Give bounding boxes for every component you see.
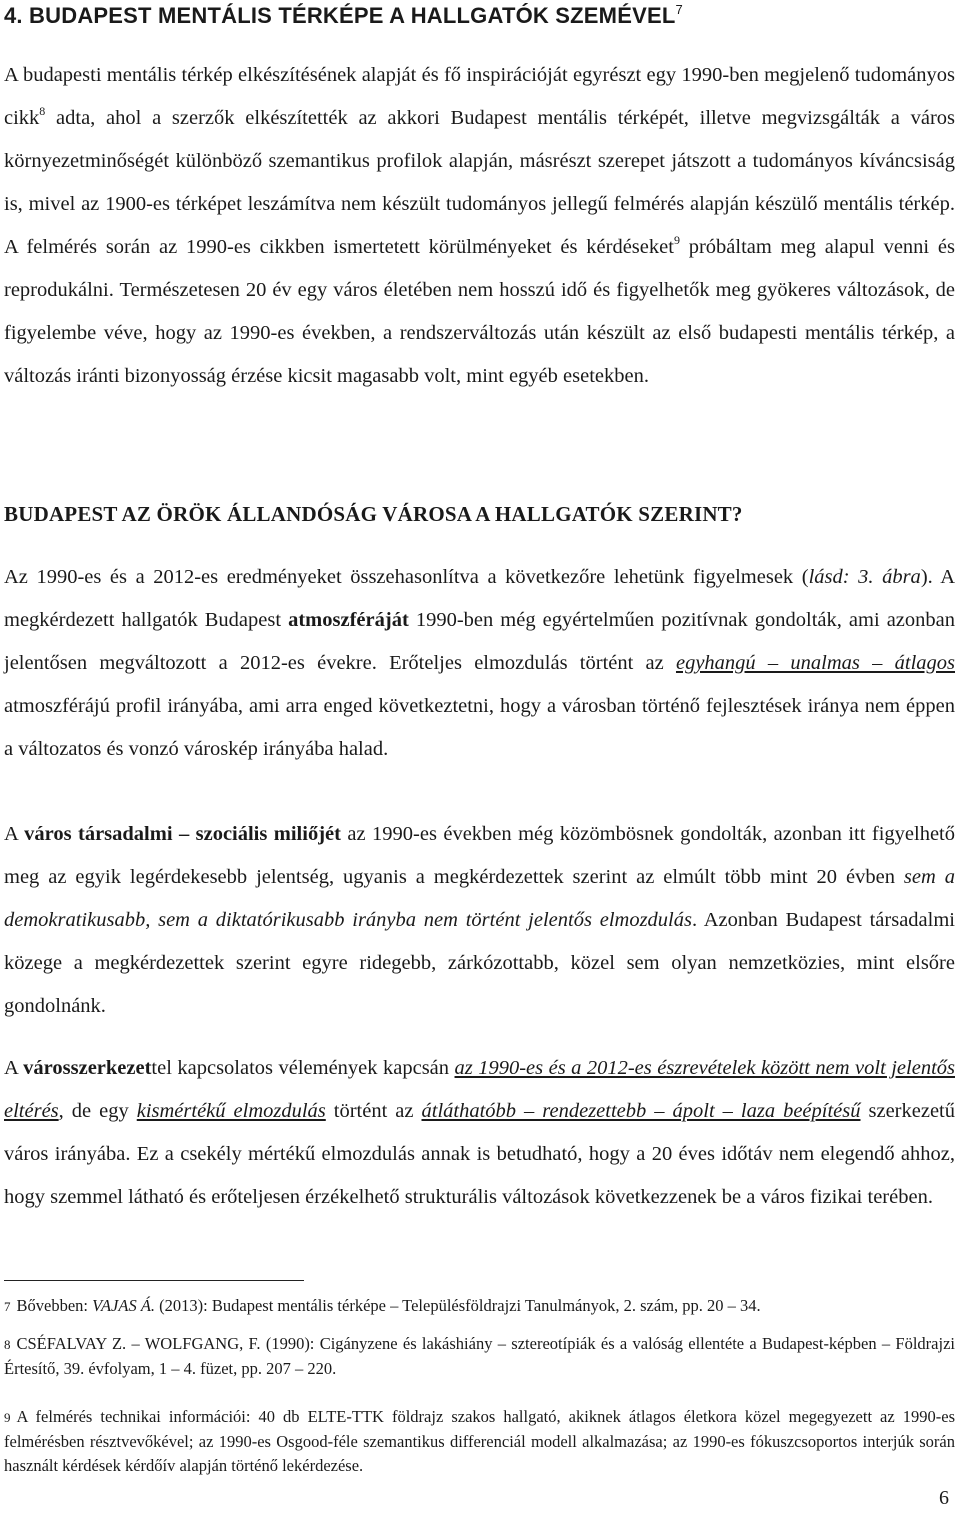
paragraph-atmosphere-text-e: atmoszférájú profil irányába, ami arra enged következtetni, hogy a városban történő fejlesztések iránya nem éppen a változatos és vonzó városkép irányába halad.: [4, 695, 955, 760]
footnote-8: [4, 1332, 955, 1381]
profile-phrase: egyhangú – unalmas – átlagos: [675, 652, 955, 674]
paragraph-intro-text-b: adta, ahol a szerzők elkészítették az akkori Budapest mentális térképét, illetve megvizsgálták a város környezetminőségét különböző szemantikus profilok alapján, másrészt szerepet játszott a tudományos kíváncsiság is, mivel az 1900-es térképet leszámítva nem készült tudományos jellegű felmérés alapján készülő mentális térkép. A felmérés során az 1990-es cikkben ismertetett körülményeket és kérdéseket: [4, 107, 955, 258]
footnote-7-number: 7: [4, 1299, 11, 1314]
paragraph-atmosphere-text-a: Az 1990-es és a 2012-es eredményeket összehasonlítva a következőre lehetünk figyelmesek (: [4, 566, 809, 588]
footnote-7: [4, 1294, 955, 1319]
paragraph-structure-text-e: szerkezetű város irányába. Ez a csekély mértékű elmozdulás annak is betudható, hogy a 20 éves időtáv nem elegendő ahhoz, hogy szemmel látható és erőteljesen érzékelhető strukturális változások következzenek be a város fizikai terében.: [4, 1100, 955, 1208]
paragraph-social: [4, 813, 955, 1028]
figure-reference: 3. ábra: [858, 566, 921, 588]
emphasis-small-shift: kismértékű elmozdulás: [136, 1100, 326, 1122]
paragraph-social-text-b: az 1990-es években még közömbösnek gondolták, azonban itt figyelhető meg az egyik legérdekesebb jelentség, ugyanis a megkérdezettek szerint az elmúlt több mint 20 évben: [4, 823, 955, 888]
footnote-ref-9[interactable]: 9: [673, 233, 680, 247]
footnote-8-number: 8: [4, 1337, 11, 1352]
paragraph-structure-text-d: történt az: [325, 1100, 422, 1122]
keyword-city-structure: városszerkezet: [23, 1057, 152, 1079]
footnote-7-text-a: Bővebben:: [16, 1296, 93, 1315]
paragraph-atmosphere-text-d: 1990-ben még egyértelműen pozitívnak gondolták, ami azonban jelentősen megváltozott a 2012-es évekre. Erőteljes elmozdulás történt az: [4, 609, 955, 674]
paragraph-atmosphere: [4, 556, 955, 771]
paragraph-intro-text-c: próbáltam meg alapul venni és reprodukálni. Természetesen 20 év egy város életében nem hosszú idő és figyelhetők meg gyökeres változások, de figyelembe véve, hogy az 1990-es években, a rendszerváltozás után készült az első budapesti mentális térkép, a változás iránti bizonyosság érzése kicsit magasabb volt, mint egyéb esetekben.: [4, 236, 955, 387]
paragraph-intro-text-a: A budapesti mentális térkép elkészítésének alapját és fő inspirációját egyrészt egy 1990-ben megjelenő tudományos cikk: [4, 64, 955, 129]
footnote-ref-7[interactable]: 7: [675, 2, 683, 17]
sub-heading: BUDAPEST AZ ÖRÖK ÁLLANDÓSÁG VÁROSA A HALLGATÓK SZERINT?: [4, 502, 743, 526]
emphasis-structure-profile: átláthatóbb – rendezettebb – ápolt – laza beépítésű: [421, 1100, 861, 1122]
paragraph-atmosphere-space: [850, 566, 859, 588]
section-heading: [4, 2, 683, 29]
footnote-7-text-b: (2013): Budapest mentális térképe – Településföldrajzi Tanulmányok, 2. szám, pp. 20 – 34.: [155, 1296, 761, 1315]
footnote-ref-8[interactable]: 8: [39, 104, 46, 118]
paragraph-structure-text-b: tel kapcsolatos vélemények kapcsán: [151, 1057, 455, 1079]
page-number: 6: [939, 1487, 949, 1509]
footnote-9: [4, 1405, 955, 1478]
paragraph-social-text-a: A: [4, 823, 25, 845]
paragraph-intro: [4, 54, 955, 398]
footnote-9-number: 9: [4, 1410, 11, 1425]
see-reference: lásd:: [808, 566, 850, 588]
footnote-7-author: VAJAS Á.: [92, 1296, 156, 1315]
footnote-9-text: A felmérés technikai információi: 40 db ELTE-TTK földrajz szakos hallgató, akiknek átlagos életkora közel megegyezett az 1990-es felmérésben résztvevőkével; az 1990-es Osgood-féle szemantikus differenciál modell alkalmazása; az 1990-es fókuszcsoportos interjúk során használt kérdések kérdőív alapján történő lekérdezése.: [4, 1407, 955, 1475]
section-heading-text: 4. BUDAPEST MENTÁLIS TÉRKÉPE A HALLGATÓK SZEMÉVEL: [4, 3, 676, 28]
paragraph-atmosphere-text-c: ). A megkérdezett hallgatók Budapest: [4, 566, 955, 631]
footnote-divider: [4, 1280, 304, 1281]
paragraph-social-text-c: . Azonban Budapest társadalmi közege a megkérdezettek szerint egyre ridegebb, zárkózottabb, közel sem olyan nemzetközies, mint elsőre gondolnánk.: [4, 909, 955, 1017]
emphasis-no-difference: az 1990-es és a 2012-es észrevételek között nem volt jelentős eltérés: [4, 1057, 955, 1122]
paragraph-structure-text-c: , de egy: [58, 1100, 137, 1122]
footnote-8-text: CSÉFALVAY Z. – WOLFGANG, F. (1990): Cigányzene és lakáshiány – sztereotípiák és a valóság ellentéte a Budapest-képben – Földrajzi Értesítő, 39. évfolyam, 1 – 4. füzet, pp. 207 – 220.: [4, 1334, 955, 1378]
paragraph-structure-text-a: A: [4, 1057, 24, 1079]
keyword-atmosphere: atmoszféráját: [288, 609, 409, 631]
emphasis-no-shift: sem a demokratikusabb, sem a diktatórikusabb irányba nem történt jelentős elmozdulás: [4, 866, 955, 931]
keyword-social-milieu: város társadalmi – szociális miliőjét: [24, 823, 341, 845]
paragraph-structure: [4, 1047, 955, 1219]
